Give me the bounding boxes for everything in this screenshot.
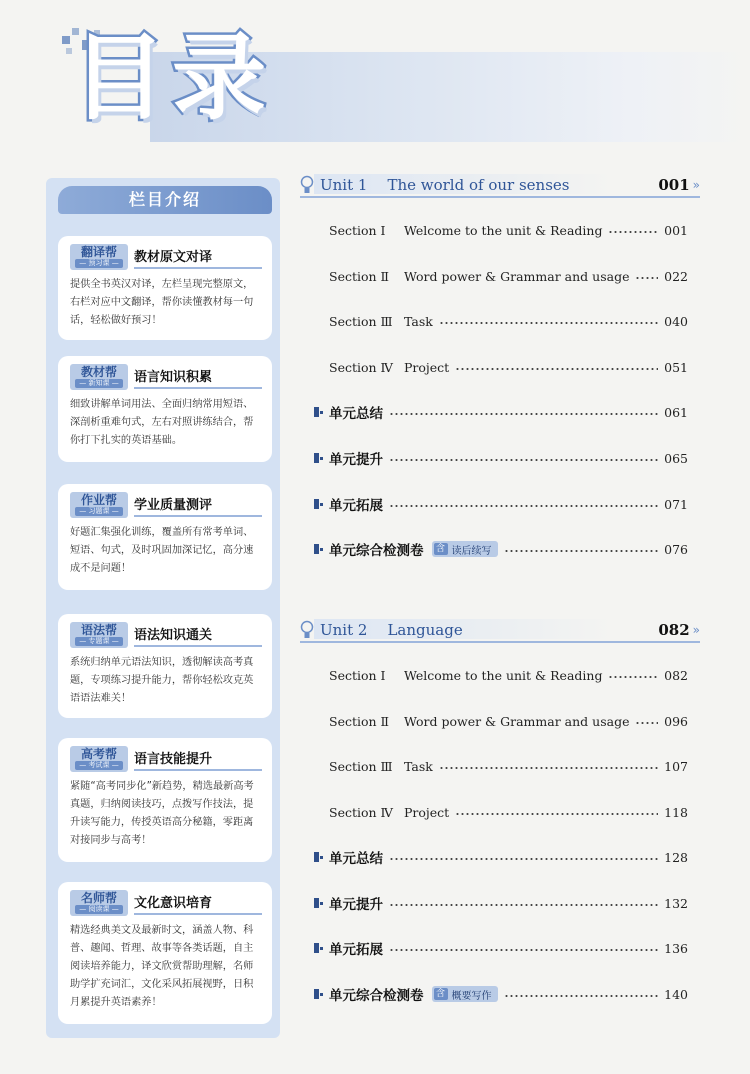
entry-title: 单元综合检测卷 [329, 988, 424, 1004]
page-number: 071 [664, 496, 688, 512]
entry-title: 单元拓展 [329, 942, 383, 958]
section-number: Section Ⅱ [329, 268, 390, 284]
card-body: 紧随“高考同步化”新趋势，精选最新高考真题，归纳阅读技巧，点拨写作技法，提升读写能力，传授英语高分秘籍，零距离对接同步与高考！ [70, 781, 254, 846]
section-number: Section Ⅳ [329, 359, 394, 375]
card-tag [70, 622, 128, 648]
card-title: 文化意识培育 [134, 892, 262, 915]
leader-dots [635, 721, 658, 725]
decor-square [62, 36, 70, 44]
card-title: 语言技能提升 [134, 748, 262, 771]
toc-entry[interactable] [300, 310, 688, 332]
intro-card [58, 484, 272, 590]
unit-name: The world of our senses [387, 176, 570, 194]
bullet-icon [314, 453, 326, 463]
leader-dots [635, 276, 658, 280]
page-number: 132 [664, 895, 688, 911]
lightbulb-icon [300, 619, 314, 641]
card-tag [70, 364, 128, 390]
page-number: 128 [664, 849, 688, 865]
toc-entry[interactable] [300, 538, 688, 560]
section-title: Task [404, 313, 433, 329]
page-number: 096 [664, 713, 688, 729]
bullet-icon [314, 499, 326, 509]
card-tag-label: 语法帮 [80, 623, 117, 637]
leader-dots [608, 675, 658, 679]
leader-dots [389, 458, 658, 462]
page-number: 040 [664, 313, 688, 329]
card-tag-label: 高考帮 [80, 747, 117, 761]
bullet-icon [314, 852, 326, 862]
page-number: 118 [664, 804, 688, 820]
lightbulb-icon [300, 174, 314, 196]
leader-dots [389, 857, 658, 861]
section-title: Project [404, 359, 450, 375]
leader-dots [455, 367, 658, 371]
toc-entry[interactable] [300, 892, 688, 914]
entry-title: 单元提升 [329, 452, 383, 468]
page-number: 051 [664, 359, 688, 375]
intro-card [58, 614, 272, 718]
double-arrow-icon: » [692, 623, 700, 637]
unit-label: Unit 2 [320, 621, 368, 639]
section-title: Word power & Grammar and usage [404, 713, 630, 729]
badge-label: 读后续写 [451, 545, 492, 557]
leader-dots [389, 903, 658, 907]
toc-entry[interactable] [300, 983, 688, 1005]
bullet-icon [314, 407, 326, 417]
card-tag [70, 244, 128, 270]
entry-title: 单元拓展 [329, 498, 383, 514]
entry-title: 单元综合检测卷 [329, 543, 424, 559]
badge-icon: 含 [434, 988, 448, 1000]
toc-entry[interactable] [300, 664, 688, 686]
card-tag-label: 名师帮 [80, 891, 117, 905]
toc-entry[interactable] [300, 846, 688, 868]
entry-title: 单元总结 [329, 851, 383, 867]
bullet-icon [314, 898, 326, 908]
leader-dots [504, 994, 659, 998]
unit-heading[interactable] [300, 617, 700, 643]
page-title [72, 24, 272, 134]
leader-dots [504, 549, 659, 553]
toc-entry[interactable] [300, 493, 688, 515]
section-title: Task [404, 758, 433, 774]
writing-badge [432, 986, 498, 1002]
unit-heading[interactable] [300, 172, 700, 198]
card-tag-sub: — 预习课 — [75, 259, 122, 268]
card-tag-label: 作业帮 [80, 493, 117, 507]
section-number: Section Ⅲ [329, 758, 393, 774]
toc-entry[interactable] [300, 801, 688, 823]
card-tag [70, 746, 128, 772]
leader-dots [608, 230, 658, 234]
title-char-2: 录 [172, 24, 267, 133]
toc-entry[interactable] [300, 710, 688, 732]
toc-entry[interactable] [300, 755, 688, 777]
card-tag-label: 教材帮 [80, 365, 117, 379]
leader-dots [455, 812, 658, 816]
card-body: 细致讲解单词用法、全面归纳常用短语、深剖析重难句式，左右对照讲练结合，帮你打下扎实的英语基础。 [70, 399, 254, 446]
intro-card [58, 738, 272, 862]
section-number: Section Ⅰ [329, 667, 386, 683]
card-tag-sub: — 习题课 — [75, 507, 122, 516]
section-title: Project [404, 804, 450, 820]
column-intro-banner: 栏目介绍 [58, 186, 272, 214]
section-number: Section Ⅱ [329, 713, 390, 729]
title-char-1: 目 [72, 24, 167, 133]
card-title: 语法知识通关 [134, 624, 262, 647]
intro-card [58, 236, 272, 340]
card-title: 语言知识积累 [134, 366, 262, 389]
unit-label: Unit 1 [320, 176, 368, 194]
page-number: 065 [664, 450, 688, 466]
section-title: Word power & Grammar and usage [404, 268, 630, 284]
card-tag-label: 翻译帮 [80, 245, 117, 259]
leader-dots [439, 321, 658, 325]
bullet-icon [314, 943, 326, 953]
bullet-icon [314, 544, 326, 554]
badge-icon: 含 [434, 543, 448, 555]
badge-label: 概要写作 [451, 990, 492, 1002]
card-tag-sub: — 阅读课 — [75, 905, 122, 914]
page-number: 022 [664, 268, 688, 284]
card-title: 教材原文对译 [134, 246, 262, 269]
entry-title: 单元提升 [329, 897, 383, 913]
unit-page: 082 [658, 621, 690, 639]
unit-name: Language [387, 621, 463, 639]
toc-entry[interactable] [300, 447, 688, 469]
toc-entry[interactable] [300, 219, 688, 241]
intro-card [58, 356, 272, 462]
page-number: 140 [664, 986, 688, 1002]
page-number: 107 [664, 758, 688, 774]
page-number: 076 [664, 541, 688, 557]
section-title: Welcome to the unit & Reading [404, 667, 603, 683]
card-body: 精选经典美文及最新时文，涵盖人物、科普、趣闻、哲理、故事等各类话题，自主阅读培养能力，译文欣赏帮助理解，名师助学扩充词汇，文化采风拓展视野，日积月累提升英语素养！ [70, 925, 254, 1008]
unit-page: 001 [658, 176, 690, 194]
section-number: Section Ⅳ [329, 804, 394, 820]
card-tag [70, 492, 128, 518]
double-arrow-icon: » [692, 178, 700, 192]
page-number: 082 [664, 667, 688, 683]
page-number: 061 [664, 404, 688, 420]
leader-dots [389, 504, 658, 508]
card-body: 好题汇集强化训练，覆盖所有常考单词、短语、句式，及时巩固加深记忆，高分速成不是问题！ [70, 527, 254, 574]
section-number: Section Ⅲ [329, 313, 393, 329]
toc-entry[interactable] [300, 401, 688, 423]
leader-dots [389, 412, 658, 416]
section-title: Welcome to the unit & Reading [404, 222, 603, 238]
leader-dots [439, 766, 658, 770]
card-body: 系统归纳单元语法知识，透彻解读高考真题，专项练习提升能力，帮你轻松攻克英语语法难关！ [70, 657, 254, 704]
page-number: 001 [664, 222, 688, 238]
toc-entry[interactable] [300, 356, 688, 378]
toc-entry[interactable] [300, 265, 688, 287]
section-number: Section Ⅰ [329, 222, 386, 238]
leader-dots [389, 948, 658, 952]
card-tag-sub: — 新知课 — [75, 379, 122, 388]
intro-card [58, 882, 272, 1024]
card-tag-sub: — 考试课 — [75, 761, 122, 770]
entry-title: 单元总结 [329, 406, 383, 422]
card-title: 学业质量测评 [134, 494, 262, 517]
writing-badge [432, 541, 498, 557]
card-tag [70, 890, 128, 916]
card-tag-sub: — 专题课 — [75, 637, 122, 646]
card-body: 提供全书英汉对译，左栏呈现完整原文，右栏对应中文翻译，帮你读懂教材每一句话，轻松做好预习！ [70, 279, 254, 326]
toc-entry[interactable] [300, 937, 688, 959]
bullet-icon [314, 989, 326, 999]
page-number: 136 [664, 940, 688, 956]
